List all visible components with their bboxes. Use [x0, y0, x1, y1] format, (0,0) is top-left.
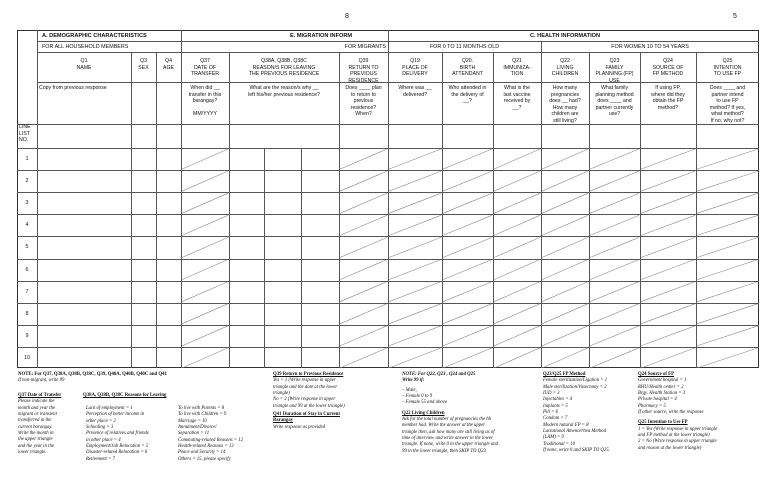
column-prompt-q22: How many pregnancies does __ had? How many children are still living?	[549, 85, 581, 124]
row-number: 1	[25, 156, 29, 162]
answer-slash	[340, 282, 387, 302]
note-q37-text: Please indicate the month and year the migrant or transient transferred in the current barangay. Write the month in the upper triangle and the year in the lower triangle.	[18, 399, 57, 455]
note-q38	[83, 393, 273, 399]
answer-slash	[542, 215, 588, 235]
column-header-q38: Q38A, Q38B, Q38C REASON/S FOR LEAVING THE PREVIOUS RESIDENCE	[248, 58, 320, 77]
answer-slash	[590, 149, 639, 169]
answer-slash	[494, 237, 540, 257]
notes-left	[18, 372, 268, 385]
section-c-title: C. HEALTH INFORMATION	[530, 33, 601, 39]
answer-slash	[389, 348, 441, 368]
column-prompt-q21: What is the last vaccine received by __?	[503, 85, 531, 111]
answer-slash	[389, 326, 441, 346]
column-header-q23: Q23 FAMILY PLANNING (FP) USE	[595, 58, 634, 84]
section-rule	[37, 41, 759, 42]
answer-slash	[641, 326, 695, 346]
answer-slash	[641, 215, 695, 235]
answer-slash	[340, 260, 387, 280]
answer-slash	[443, 282, 492, 302]
answer-slash	[340, 304, 387, 324]
row-number: 5	[25, 244, 29, 251]
row-number: 6	[25, 266, 29, 273]
note-q39-text: Yes = 1 (Write response in upper triangle and the date at the lower triangle) No = 2 (Write response in upper triangle and 99 at the lower triangle)	[273, 378, 345, 409]
column-prompt-q19: Where was __ delivered?	[398, 85, 432, 98]
answer-slash	[494, 193, 540, 213]
note-q25-text: 1 = Yes (Write response in upper triangle and FP method at the lower triangle) 2 = No (Write response in upper triangle and reason at the lower triangle)	[638, 426, 718, 451]
header-rule	[37, 82, 759, 83]
column-rule	[442, 52, 443, 368]
answer-slash	[697, 348, 758, 368]
row-number: 10	[24, 354, 30, 361]
answer-slash	[697, 304, 758, 324]
answer-slash	[641, 193, 695, 213]
note-health	[402, 372, 542, 455]
answer-slash	[542, 237, 588, 257]
answer-slash	[494, 260, 540, 280]
subcolumn-rule	[264, 148, 265, 368]
subsection-migrants: FOR MIGRANTS	[344, 44, 386, 50]
row-number: 3	[25, 200, 29, 207]
note-migrant-intro: NOTE: For Q37, Q38A, Q38B, Q38C, Q39, Q40A, Q40B, Q40C and Q41	[18, 372, 167, 377]
subsection-children: FOR 0 TO 11 MONTHS OLD	[429, 44, 500, 50]
answer-slash	[697, 193, 758, 213]
row-number: 4	[25, 222, 29, 229]
answer-slash	[182, 282, 228, 302]
column-rule	[541, 52, 542, 368]
answer-slash	[182, 171, 228, 191]
subsection-all-members: FOR ALL HOUSEHOLD MEMBERS	[42, 44, 129, 50]
column-rule	[589, 52, 590, 368]
answer-slash	[542, 326, 588, 346]
page-number-right: 5	[733, 13, 737, 20]
answer-slash	[340, 193, 387, 213]
column-rule	[339, 52, 340, 368]
answer-slash	[494, 348, 540, 368]
answer-slash	[443, 326, 492, 346]
answer-slash	[697, 237, 758, 257]
answer-slash	[542, 171, 588, 191]
answer-slash	[542, 282, 588, 302]
note-q37	[18, 393, 80, 456]
note-q24-title: Q24 Source of FP	[638, 372, 675, 377]
column-prompt-q25: Does ____ and partner intend to use FP method? If yes, what method? If no, why not?	[709, 85, 746, 124]
column-header-q1: Q1 NAME	[76, 58, 92, 71]
answer-slash	[641, 282, 695, 302]
note-q22-title: Q22 Living Children	[402, 410, 445, 416]
page-number-left: 8	[345, 13, 349, 20]
answer-slash	[389, 237, 441, 257]
answer-slash	[182, 260, 228, 280]
answer-slash	[340, 348, 387, 368]
column-rule	[181, 52, 182, 368]
answer-slash	[389, 215, 441, 235]
answer-slash	[340, 149, 387, 169]
answer-slash	[389, 260, 441, 280]
column-header-q39: Q39 RETURN TO PREVIOUS RESIDENCE	[348, 58, 379, 84]
note-q24-text: Government hospital = 1 RHU/Health center = 2 Brgy. Health Station = 3 Private hospital = 4 Pharmacy = 5 If other source, write the response	[638, 378, 704, 415]
answer-slash	[443, 193, 492, 213]
answer-slash	[697, 149, 758, 169]
column-rule	[696, 52, 697, 368]
answer-slash	[590, 215, 639, 235]
answer-slash	[389, 149, 441, 169]
answer-slash	[590, 260, 639, 280]
column-rule	[37, 30, 38, 368]
answer-slash	[697, 326, 758, 346]
note-health-list: – Male, – Female 0 to 9 – Female 55 and above	[402, 387, 448, 406]
note-q24-q25	[638, 372, 760, 452]
answer-slash	[443, 348, 492, 368]
answer-slash	[340, 171, 387, 191]
note-q37-title: Q37 Date of Transfer	[18, 393, 62, 398]
answer-slash	[641, 260, 695, 280]
column-header-q22: Q22 LIVING CHILDREN	[551, 58, 579, 77]
answer-slash	[697, 171, 758, 191]
answer-slash	[590, 237, 639, 257]
answer-slash	[182, 149, 228, 169]
answer-slash	[590, 348, 639, 368]
section-e-title: E. MIGRATION INFORM	[290, 33, 353, 39]
answer-slash	[443, 215, 492, 235]
column-prompt-q1: Copy from previous response	[39, 85, 107, 91]
note-q39	[273, 372, 393, 431]
section-a-title: A. DEMOGRAPHIC CHARACTERISTICS	[42, 33, 147, 39]
answer-slash	[590, 326, 639, 346]
column-header-q24: Q24 SOURCE OF FP METHOD	[652, 58, 684, 77]
note-q38-col2: To live with Parents = 8 To live with Children = 9 Marriage = 10 Annulment/Divorce/ Separation = 11 Commuting-related Reasons = 12 Health-related Reasons = 13 Peace and Security = 14 Others = 15, please specify	[178, 406, 244, 462]
answer-slash	[494, 149, 540, 169]
note-q41-title: Q41 Duration of Stay in Current Barangay	[273, 411, 340, 424]
row-number: 9	[25, 332, 29, 339]
answer-slash	[494, 171, 540, 191]
answer-slash	[542, 304, 588, 324]
note-q23	[543, 372, 638, 454]
answer-slash	[697, 282, 758, 302]
column-prompt-q24: If using FP, where did they obtain the FP method?	[651, 85, 685, 111]
row-number: 7	[25, 288, 29, 295]
answer-slash	[389, 282, 441, 302]
line-list-label: LINE LIST NO.	[19, 124, 31, 143]
column-prompt-q20: Who attended in the delivery of __?	[448, 85, 487, 104]
answer-slash	[443, 304, 492, 324]
answer-slash	[182, 237, 228, 257]
answer-slash	[542, 149, 588, 169]
answer-slash	[340, 237, 387, 257]
answer-slash	[494, 282, 540, 302]
column-header-q25: Q25 INTENTION TO USE FP	[713, 58, 742, 77]
answer-slash	[542, 348, 588, 368]
note-q25-title: Q25 Intention to Use FP	[638, 420, 688, 426]
answer-slash	[641, 237, 695, 257]
subsection-women: FOR WOMEN 10 TO 54 YEARS	[611, 44, 689, 50]
answer-slash	[182, 304, 228, 324]
answer-slash	[443, 260, 492, 280]
column-prompt-q39: Does ____ plan to return to previous residence? When?	[345, 85, 382, 117]
note-non-migrant: If non-migrant, write 99	[18, 378, 65, 384]
answer-slash	[389, 171, 441, 191]
answer-slash	[697, 260, 758, 280]
answer-slash	[494, 326, 540, 346]
answer-slash	[443, 149, 492, 169]
column-rule	[131, 52, 132, 368]
answer-slash	[590, 282, 639, 302]
answer-slash	[443, 237, 492, 257]
column-header-q19: Q19 PLACE OF DELIVERY	[402, 58, 428, 77]
answer-slash	[182, 215, 228, 235]
answer-slash	[340, 215, 387, 235]
note-health-intro: NOTE: For Q22, Q23 , Q24 and Q25 Write 99 if:	[402, 372, 476, 384]
column-rule	[229, 52, 230, 368]
answer-slash	[182, 193, 228, 213]
note-q23-text: Female sterilization/Ligation = 1 Male sterilization/Vasectomy = 2 IUD = 3 Injectables = 4 Implants = 5 Pill = 6 Condom = 7 Modern natural FP = 8 Lactational Amenorrhea Method (LAM) = 9 Traditional = 10 If none, write 0 and SKIP TO Q25.	[543, 378, 610, 453]
answer-slash	[590, 304, 639, 324]
column-rule	[156, 52, 157, 368]
column-header-q20: Q20. BIRTH ATTENDANT	[452, 58, 483, 77]
note-q22-text: Ask for the total number of pregnancies the hh member had. Write the answer at the upper triangle then, ask how many are still living as of time of interview and write answer in the lower triangle. If none, write 0 in the upper triangle and 99 in the lower triangle, then SKIP TO Q23.	[402, 416, 499, 454]
answer-slash	[641, 304, 695, 324]
column-header-q3: Q3 SEX	[138, 58, 149, 71]
answer-slash	[641, 171, 695, 191]
answer-slash	[542, 260, 588, 280]
column-rule	[388, 30, 389, 368]
column-header-q21: Q21 IMMUNIZA- TION	[503, 58, 531, 77]
column-header-q4: Q4 AGE	[163, 58, 174, 71]
answer-slash	[389, 193, 441, 213]
column-prompt-q38: What are the reason/s why __ left his/her previous residence?	[248, 85, 320, 98]
column-prompt-q37: When did __ transfer in this barangay? MM/YYYY	[188, 85, 222, 117]
column-prompt-q23: What family planning method does ____ and partner currently use?	[595, 85, 634, 117]
answer-slash	[182, 326, 228, 346]
answer-slash	[340, 326, 387, 346]
note-q41-text: Write response as provided	[273, 424, 326, 430]
answer-slash	[182, 348, 228, 368]
answer-slash	[494, 304, 540, 324]
note-q39-title: Q39 Return to Previous Residence	[273, 372, 344, 377]
note-q38-col1: Lack of employment = 1 Perception of better income in other place = 2 Schooling = 3 Presence of relatives and friends in other place = 4 Employment/Job Relocation = 5 Disaster-related Relocation = 6 Retirement = 7	[86, 406, 149, 462]
note-q23-title: Q23/Q25 FP Method	[543, 372, 586, 377]
note-q38-title: Q38A, Q38B, Q38C Reasons for Leaving	[83, 393, 167, 398]
answer-slash	[494, 215, 540, 235]
row-number: 2	[25, 178, 29, 185]
answer-slash	[590, 171, 639, 191]
answer-slash	[590, 193, 639, 213]
answer-slash	[542, 193, 588, 213]
subsection-rule	[37, 52, 759, 53]
answer-slash	[389, 304, 441, 324]
row-number: 8	[25, 310, 29, 317]
column-rule	[640, 52, 641, 368]
answer-slash	[697, 215, 758, 235]
answer-slash	[641, 348, 695, 368]
subcolumn-rule	[301, 148, 302, 368]
answer-slash	[443, 171, 492, 191]
column-rule	[493, 52, 494, 368]
column-header-q37: Q37 DATE OF TRANSFER	[191, 58, 219, 77]
answer-slash	[641, 149, 695, 169]
